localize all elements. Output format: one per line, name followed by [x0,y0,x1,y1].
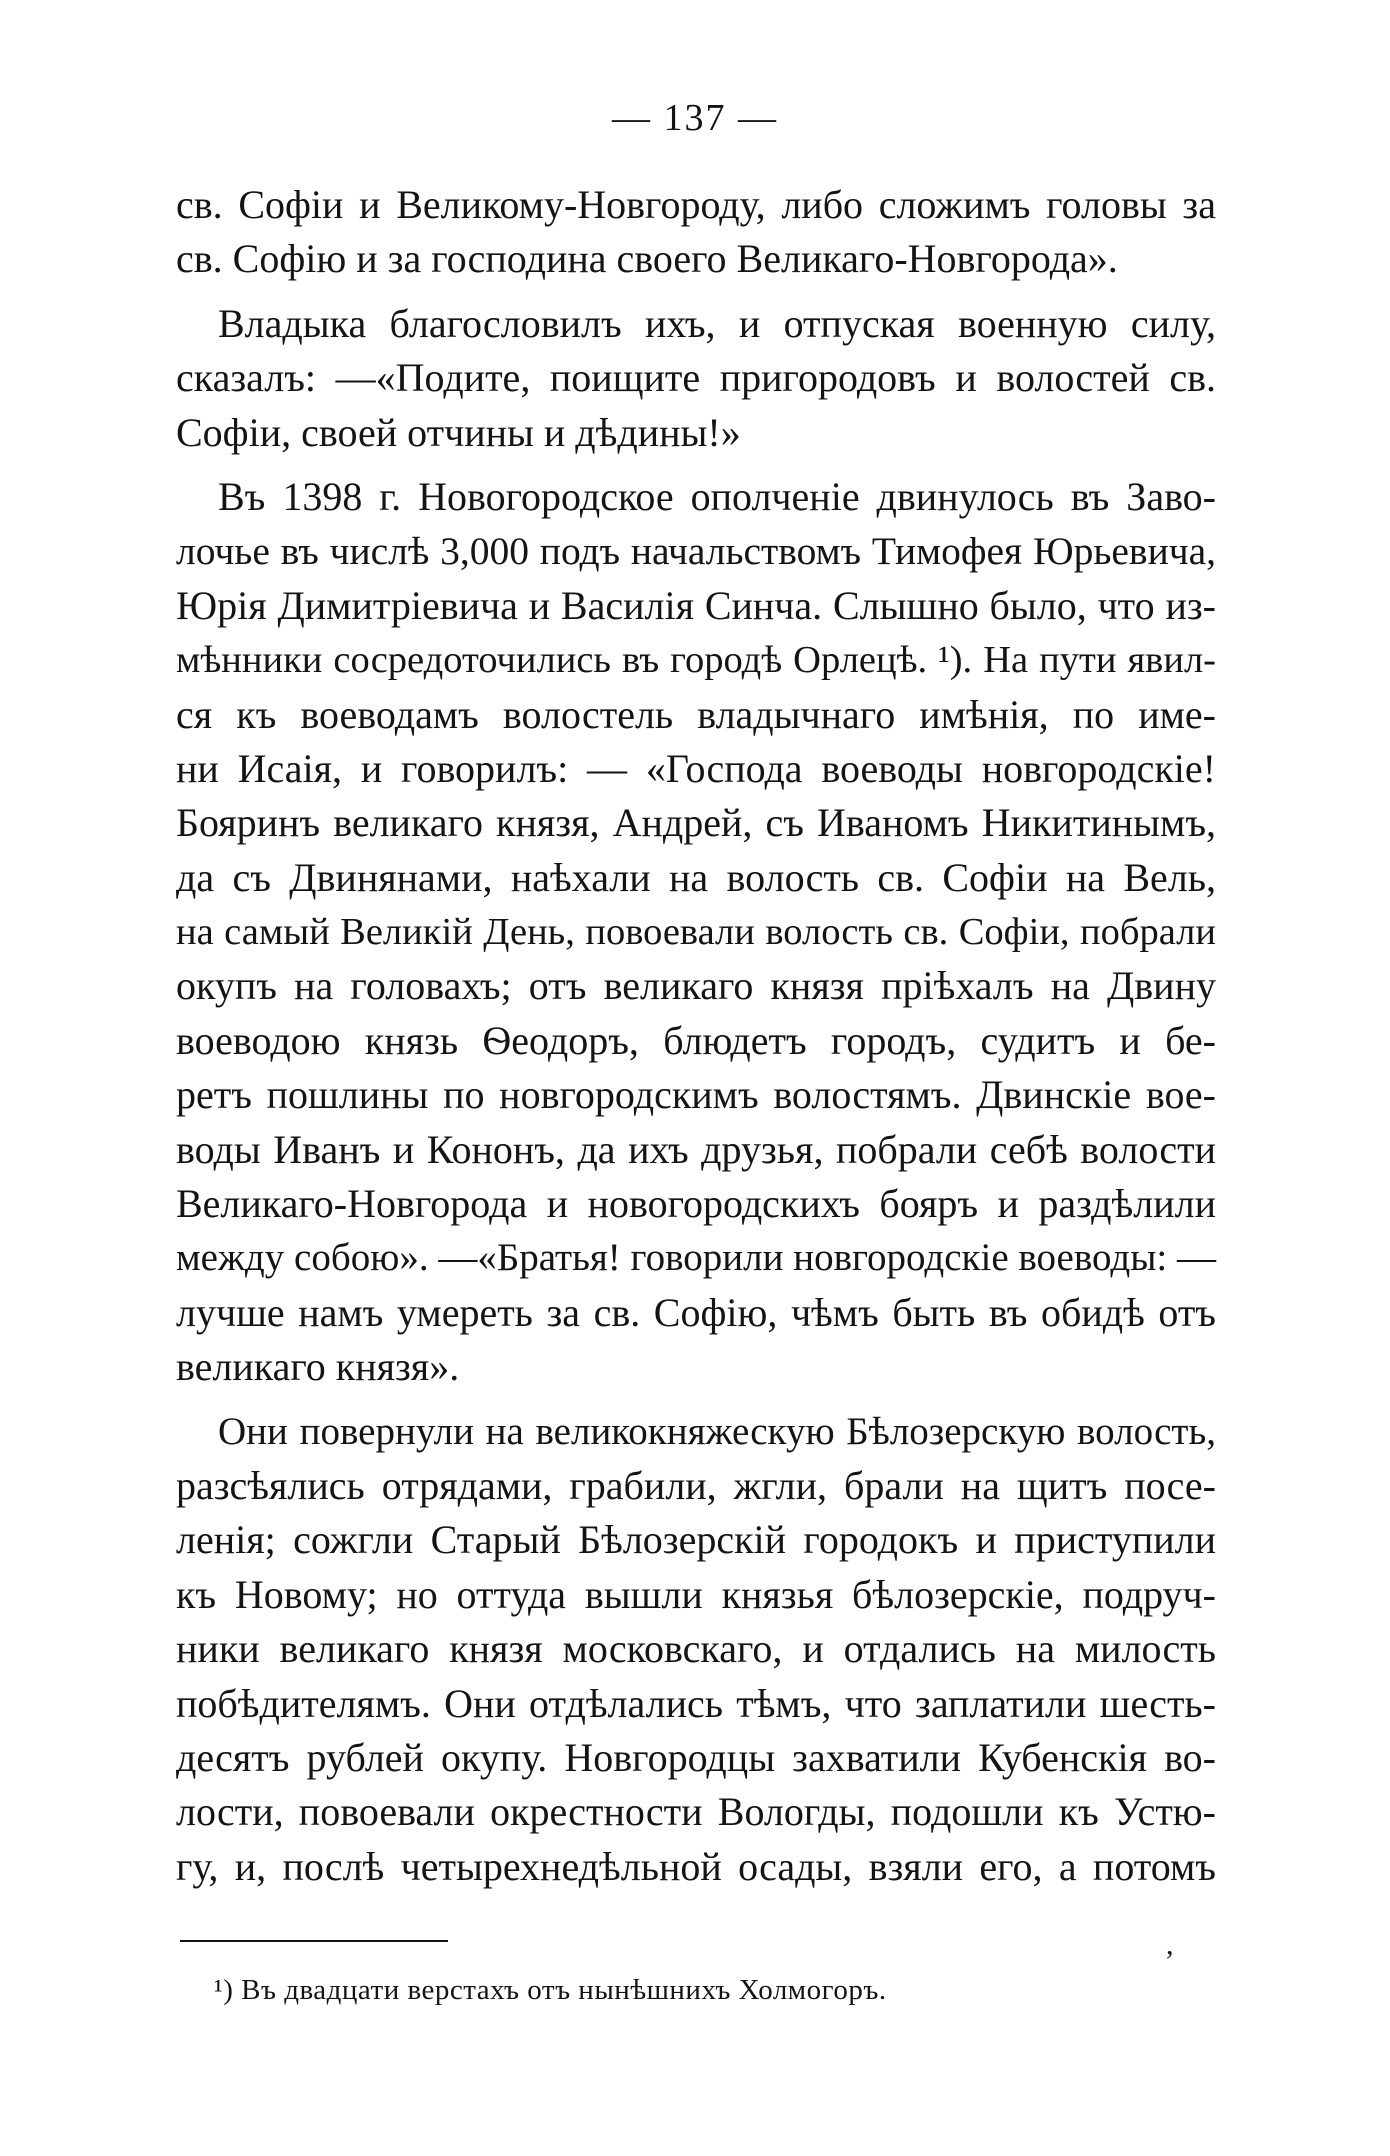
text-line: воеводою князь Ѳеодоръ, блюдетъ городъ, судитъ и бе- [176,1017,1216,1063]
text-line: лучше намъ умереть за св. Софію, чѣмъ быть въ обидѣ отъ [176,1289,1216,1335]
text-line: ся къ воеводамъ волостель владычнаго имѣнія, по име- [176,691,1216,737]
text-line: побѣдителямъ. Они отдѣлались тѣмъ, что заплатили шесть- [176,1680,1216,1726]
text-line: воды Иванъ и Кононъ, да ихъ друзья, побрали себѣ волости [176,1126,1216,1172]
text-line: сказалъ: —«Подите, поищите пригородовъ и волостей св. [176,355,1216,401]
page-number: — 137 — [612,97,778,139]
text-line: Юрія Димитріевича и Василія Синча. Слышно было, что из- [176,582,1216,628]
body-text [176,178,1216,1894]
text-line: разсѣялись отрядами, грабили, жгли, брали на щитъ посе- [176,1462,1216,1508]
text-line: лочье въ числѣ 3,000 подъ начальствомъ Тимофея Юрьевича, [176,529,1216,574]
text-line: св. Софіи и Великому-Новгороду, либо сложимъ головы за [176,182,1216,227]
text-line: на самый Великій День, повоевали волость св. Софіи, побрали [176,911,1216,954]
text-line: окупъ на головахъ; отъ великаго князя пріѣхалъ на Двину [176,963,1216,1009]
text-line: къ Новому; но оттуда вышли князья бѣлозерскіе, подруч- [176,1571,1216,1617]
text-line: Въ 1398 г. Новогородское ополченіе двинулось въ Заво- [218,473,1216,519]
text-line: лости, повоевали окрестности Вологды, подошли къ Устю- [176,1789,1216,1835]
text-line: Они повернули на великокняжескую Бѣлозерскую волость, [218,1409,1216,1453]
text-line: великаго князя». [176,1344,460,1390]
text-line: Великаго-Новгорода и новогородскихъ бояръ и раздѣлили [176,1181,1216,1227]
text-line: мѣнники сосредоточились въ городѣ Орлецѣ. ¹). На пути явил- [176,639,1216,682]
footnote: ¹) Въ двадцати верстахъ отъ нынѣшнихъ Холмогоръ. [214,1974,887,2006]
ink-speck: , [1166,1928,1174,1961]
text-line: Бояринъ великаго князя, Андрей, съ Иваномъ Никитинымъ, [176,800,1216,846]
text-line: десятъ рублей окупу. Новгородцы захватили Кубенскія во- [176,1734,1216,1780]
text-line: ники великаго князя московскаго, и отдались на милость [176,1626,1216,1672]
text-line: гу, и, послѣ четырехнедѣльной осады, взяли его, а потомъ [176,1843,1216,1889]
text-line: ленія; сожгли Старый Бѣлозерскій городокъ и приступили [176,1517,1216,1563]
text-line: между собою». —«Братья! говорили новгородскіе воеводы: — [176,1236,1216,1280]
footnote-divider [180,1940,448,1942]
text-line: ни Исаія, и говорилъ: — «Господа воеводы новгородскіе! [176,745,1216,791]
text-line: ретъ пошлины по новгородскимъ волостямъ. Двинскіе вое- [176,1072,1216,1118]
text-line: Софіи, своей отчины и дѣдины!» [176,409,741,455]
text-line: да съ Двинянами, наѣхали на волость св. Софіи на Вель, [176,854,1216,900]
text-line: Владыка благословилъ ихъ, и отпуская военную силу, [218,300,1216,346]
text-line: св. Софію и за господина своего Великаго-Новгорода». [176,236,1118,282]
